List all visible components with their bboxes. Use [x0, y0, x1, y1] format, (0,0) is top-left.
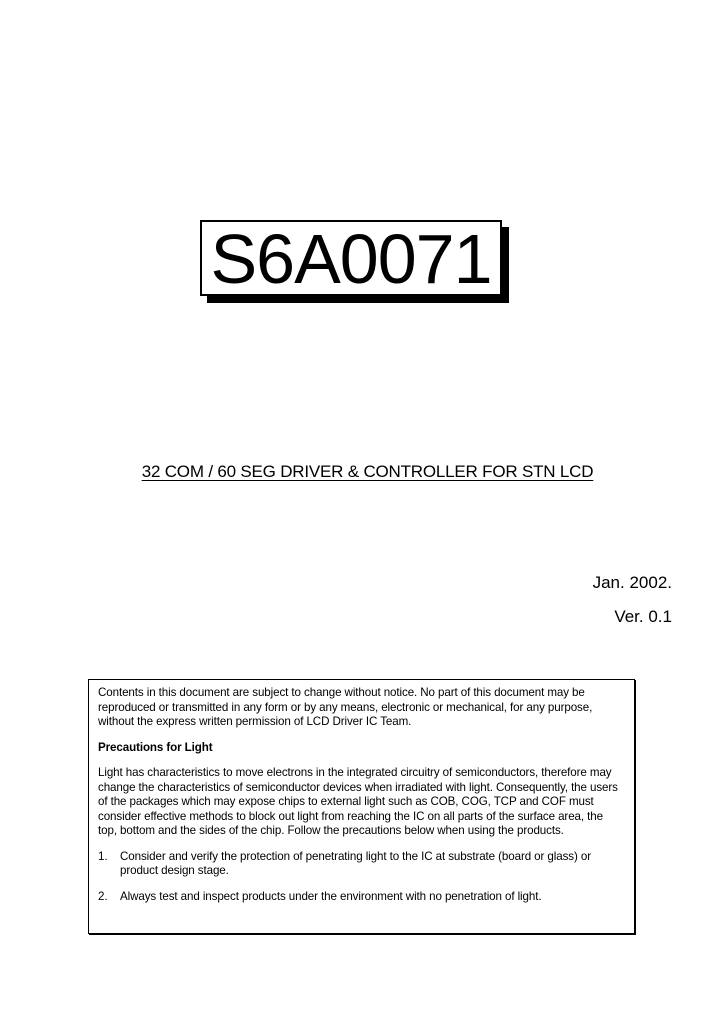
notice-body: Light has characteristics to move electrons in the integrated circuitry of semiconductors, therefore may change the characteristics of semiconductor devices when irradiated with light. Consequently, the users of the packages which may expose chips to external light such as COB, COG, TCP and COF must consider effective methods to block out light from reaching the IC on all parts of the surface area, the top, bottom and the sides of the chip. Follow the precautions below when using the products. — [98, 766, 618, 837]
notice-intro: Contents in this document are subject to change without notice. No part of this document may be reproduced or transmitted in any form or by any means, electronic or mechanical, for any purpose, without the express written permission of LCD Driver IC Team. — [98, 686, 593, 728]
precaution-number: 2. — [98, 889, 108, 903]
notice-heading: Precautions for Light — [98, 740, 213, 754]
document-subtitle: 32 COM / 60 SEG DRIVER & CONTROLLER FOR STN LCD — [141, 462, 594, 481]
document-version: Ver. 0.1 — [614, 607, 672, 626]
precaution-number: 1. — [98, 849, 108, 863]
document-date: Jan. 2002. — [592, 573, 672, 592]
precaution-item-1 — [98, 850, 624, 879]
title-box — [200, 220, 502, 296]
precaution-text: Consider and verify the protection of penetrating light to the IC at substrate (board or glass) or product design stage. — [120, 849, 591, 877]
precaution-text: Always test and inspect products under the environment with no penetration of light. — [120, 889, 542, 903]
precaution-item-2 — [98, 890, 624, 905]
notice-box — [88, 679, 635, 934]
document-title: S6A0071 — [210, 220, 492, 298]
